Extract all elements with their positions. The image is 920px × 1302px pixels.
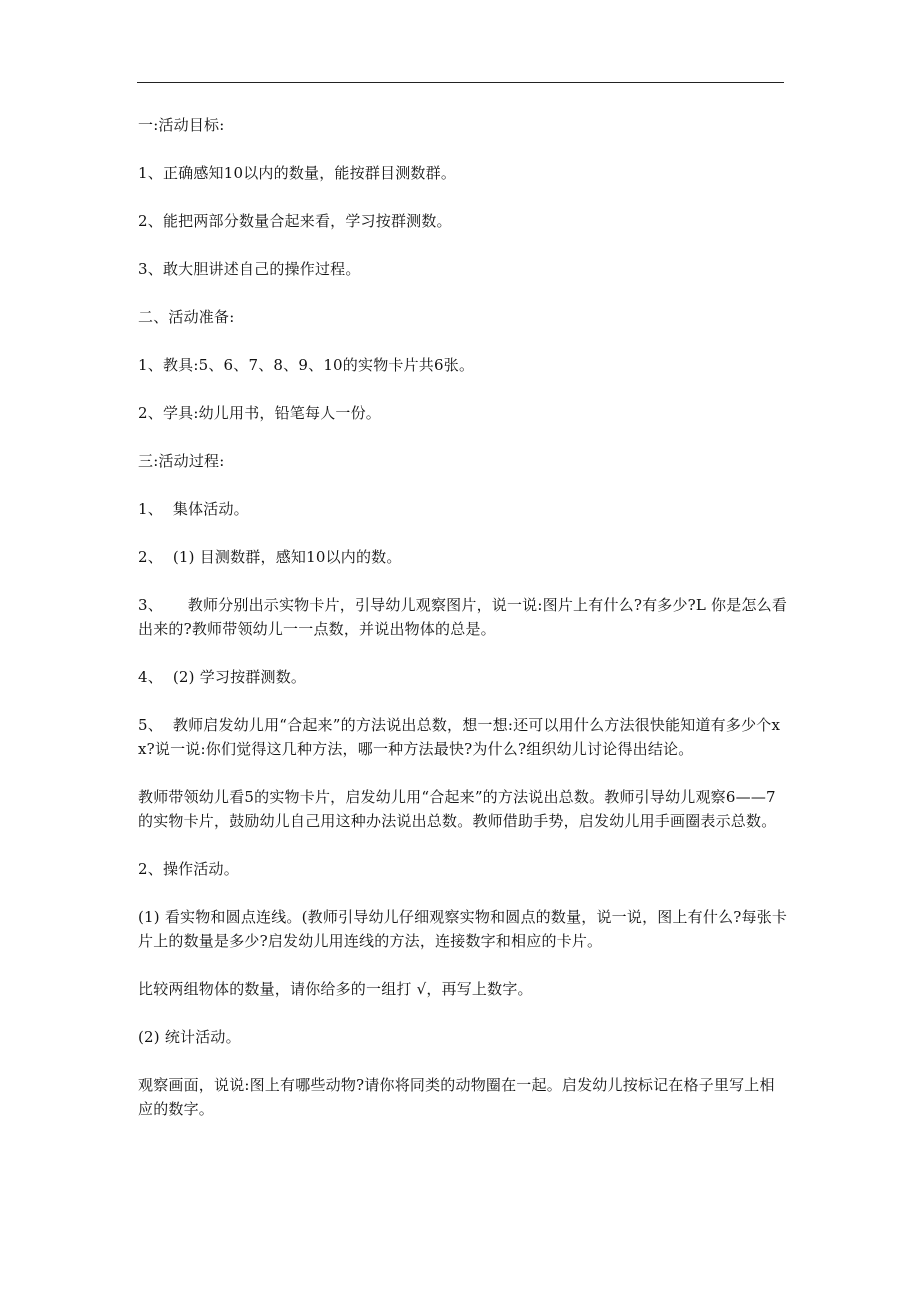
- document-body: [138, 113, 788, 1145]
- process-paragraph-demo: 教师带领幼儿看5的实物卡片，启发幼儿用“合起来”的方法说出总数。教师引导幼儿观察6——7的实物卡片，鼓励幼儿自己用这种办法说出总数。教师借助手势，启发幼儿用手画圈表示总数。: [138, 788, 777, 830]
- operation-item-2: (2) 统计活动。: [138, 1028, 241, 1046]
- section-heading-preparation: 二、活动准备:: [138, 308, 235, 326]
- goal-item-2: 2、能把两部分数量合起来看，学习按群测数。: [138, 212, 452, 230]
- operation-item-1: (1) 看实物和圆点连线。(教师引导幼儿仔细观察实物和圆点的数量，说一说，图上有什么?每张卡片上的数量是多少?启发幼儿用连线的方法，连接数字和相应的卡片。: [138, 908, 788, 950]
- process-item-3: 3、 教师分别出示实物卡片，引导幼儿观察图片，说一说:图片上有什么?有多少?L 你是怎么看出来的?教师带领幼儿一一点数，并说出物体的总是。: [138, 596, 788, 638]
- process-item-1: 1、 集体活动。: [138, 500, 249, 518]
- preparation-item-2: 2、学具:幼儿用书，铅笔每人一份。: [138, 404, 381, 422]
- preparation-item-1: 1、教具:5、6、7、8、9、10的实物卡片共6张。: [138, 356, 475, 374]
- operation-observe: 观察画面，说说:图上有哪些动物?请你将同类的动物圈在一起。启发幼儿按标记在格子里写上相应的数字。: [138, 1076, 775, 1118]
- process-item-4: 4、 (2) 学习按群测数。: [138, 668, 307, 686]
- goal-item-3: 3、敢大胆讲述自己的操作过程。: [138, 260, 361, 278]
- operation-heading: 2、操作活动。: [138, 860, 239, 878]
- section-heading-process: 三:活动过程:: [138, 452, 225, 470]
- section-heading-goals: 一:活动目标:: [138, 116, 225, 134]
- goal-item-1: 1、正确感知10以内的数量，能按群目测数群。: [138, 164, 457, 182]
- operation-compare: 比较两组物体的数量，请你给多的一组打 √，再写上数字。: [138, 980, 533, 998]
- header-rule: [137, 82, 784, 83]
- process-item-5: 5、 教师启发幼儿用“合起来”的方法说出总数，想一想:还可以用什么方法很快能知道有多少个x x?说一说:你们觉得这几种方法，哪一种方法最快?为什么?组织幼儿讨论得出结论。: [138, 716, 786, 758]
- process-item-2: 2、 (1) 目测数群，感知10以内的数。: [138, 548, 402, 566]
